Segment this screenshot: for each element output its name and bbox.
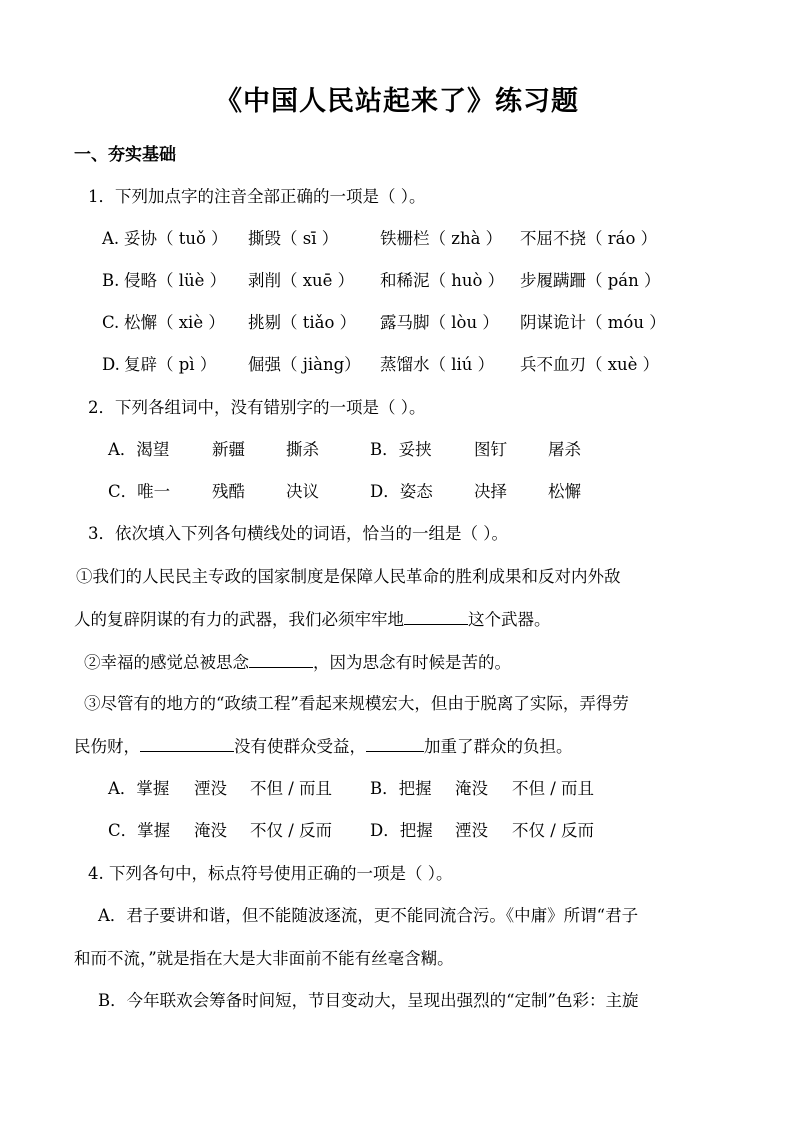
option-label: B. xyxy=(102,271,120,290)
fill-blank xyxy=(404,606,468,625)
choice-word: 决议 xyxy=(286,482,319,501)
choice-word: C．唯一 xyxy=(108,482,171,501)
page-title: 《中国人民站起来了》练习题 xyxy=(215,86,579,117)
option-item: 和稀泥（ huò ） xyxy=(380,271,505,290)
choice-word: B．把握 xyxy=(370,779,432,798)
choice-word: 淹没 xyxy=(455,779,488,798)
option-label: D. xyxy=(102,355,120,374)
choice-word: A．渴望 xyxy=(108,440,170,459)
sentence-text: 人的复辟阴谋的有力的武器，我们必须牢牢地 xyxy=(74,610,404,629)
option-item: 松懈（ xiè ） xyxy=(124,313,225,332)
choice-word: 图钉 xyxy=(474,440,507,459)
fill-blank xyxy=(249,649,313,668)
choice-word: 松懈 xyxy=(548,482,581,501)
choice-word: 残酷 xyxy=(212,482,245,501)
choice-word: 不但 / 而且 xyxy=(512,779,595,798)
option-item: 不屈不挠（ ráo ） xyxy=(520,229,658,248)
option-item: 挑剔（ tiǎo ） xyxy=(248,313,357,332)
section-heading: 一、夯实基础 xyxy=(74,145,176,165)
sentence-3-line-2 xyxy=(74,733,573,760)
option-item: 剥削（ xuē ） xyxy=(248,271,355,290)
choice-word: 撕杀 xyxy=(286,440,319,459)
choice-word: 不但 / 而且 xyxy=(250,779,333,798)
choice-word: 淹没 xyxy=(194,821,227,840)
choice-word: 不仅 / 反而 xyxy=(512,821,595,840)
question-3-stem: 3．依次填入下列各句横线处的词语，恰当的一组是（ ）。 xyxy=(88,524,508,543)
sentence-text: 这个武器。 xyxy=(468,610,551,629)
option-label: A. xyxy=(102,229,120,248)
question-1-stem: 1．下列加点字的注音全部正确的一项是（ ）。 xyxy=(88,187,426,206)
option-item: 蒸馏水（ liú ） xyxy=(380,355,495,374)
choice-word: 新疆 xyxy=(212,440,245,459)
option-item: 步履蹒跚（ pán ） xyxy=(520,271,661,290)
sentence-text: ，因为思念有时候是苦的。 xyxy=(313,653,511,672)
question-2-stem: 2．下列各组词中，没有错别字的一项是（ ）。 xyxy=(88,398,426,417)
question-4-option-b-line-1: B．今年联欢会筹备时间短，节目变动大，呈现出强烈的“定制”色彩：主旋 xyxy=(98,991,639,1010)
option-item: 铁栅栏（ zhà ） xyxy=(380,229,503,248)
option-item: 阴谋诡计（ móu ） xyxy=(520,313,666,332)
choice-word: B．妥挟 xyxy=(370,440,432,459)
sentence-1-line-2 xyxy=(74,606,551,633)
option-label: C. xyxy=(102,313,120,332)
sentence-text: 民伤财， xyxy=(74,737,140,756)
choice-word: 湮没 xyxy=(455,821,488,840)
option-item: 妥协（ tuǒ ） xyxy=(124,229,228,248)
option-item: 复辟（ pì ） xyxy=(124,355,217,374)
choice-word: D．姿态 xyxy=(370,482,433,501)
sentence-2 xyxy=(84,649,511,676)
option-item: 撕毁（ sī ） xyxy=(248,229,339,248)
sentence-text: 加重了群众的负担。 xyxy=(424,737,573,756)
question-4-stem: 4. 下列各句中，标点符号使用正确的一项是（ ）。 xyxy=(88,864,453,883)
sentence-text: ②幸福的感觉总被思念 xyxy=(84,653,249,672)
choice-word: 湮没 xyxy=(194,779,227,798)
choice-word: D．把握 xyxy=(370,821,433,840)
choice-word: C．掌握 xyxy=(108,821,171,840)
choice-word: 屠杀 xyxy=(548,440,581,459)
option-item: 倔强（ jiàng） xyxy=(248,355,361,374)
choice-word: 不仅 / 反而 xyxy=(250,821,333,840)
sentence-3-line-1: ③尽管有的地方的“政绩工程”看起来规模宏大，但由于脱离了实际，弄得劳 xyxy=(84,694,629,713)
choice-word: 决择 xyxy=(474,482,507,501)
fill-blank xyxy=(366,733,424,752)
sentence-text: 没有使群众受益， xyxy=(234,737,366,756)
option-item: 侵略（ lüè ） xyxy=(124,271,227,290)
question-4-option-a-line-1: A．君子要讲和谐，但不能随波逐流，更不能同流合污。《中庸》所谓“君子 xyxy=(98,906,639,925)
fill-blank xyxy=(140,733,234,752)
choice-word: A．掌握 xyxy=(108,779,170,798)
option-item: 露马脚（ lòu ） xyxy=(380,313,499,332)
option-item: 兵不血刃（ xuè ） xyxy=(520,355,660,374)
sentence-1-line-1: ①我们的人民民主专政的国家制度是保障人民革命的胜利成果和反对内外敌 xyxy=(76,567,621,586)
question-4-option-a-line-2: 和而不流，”就是指在大是大非面前不能有丝毫含糊。 xyxy=(74,949,454,968)
